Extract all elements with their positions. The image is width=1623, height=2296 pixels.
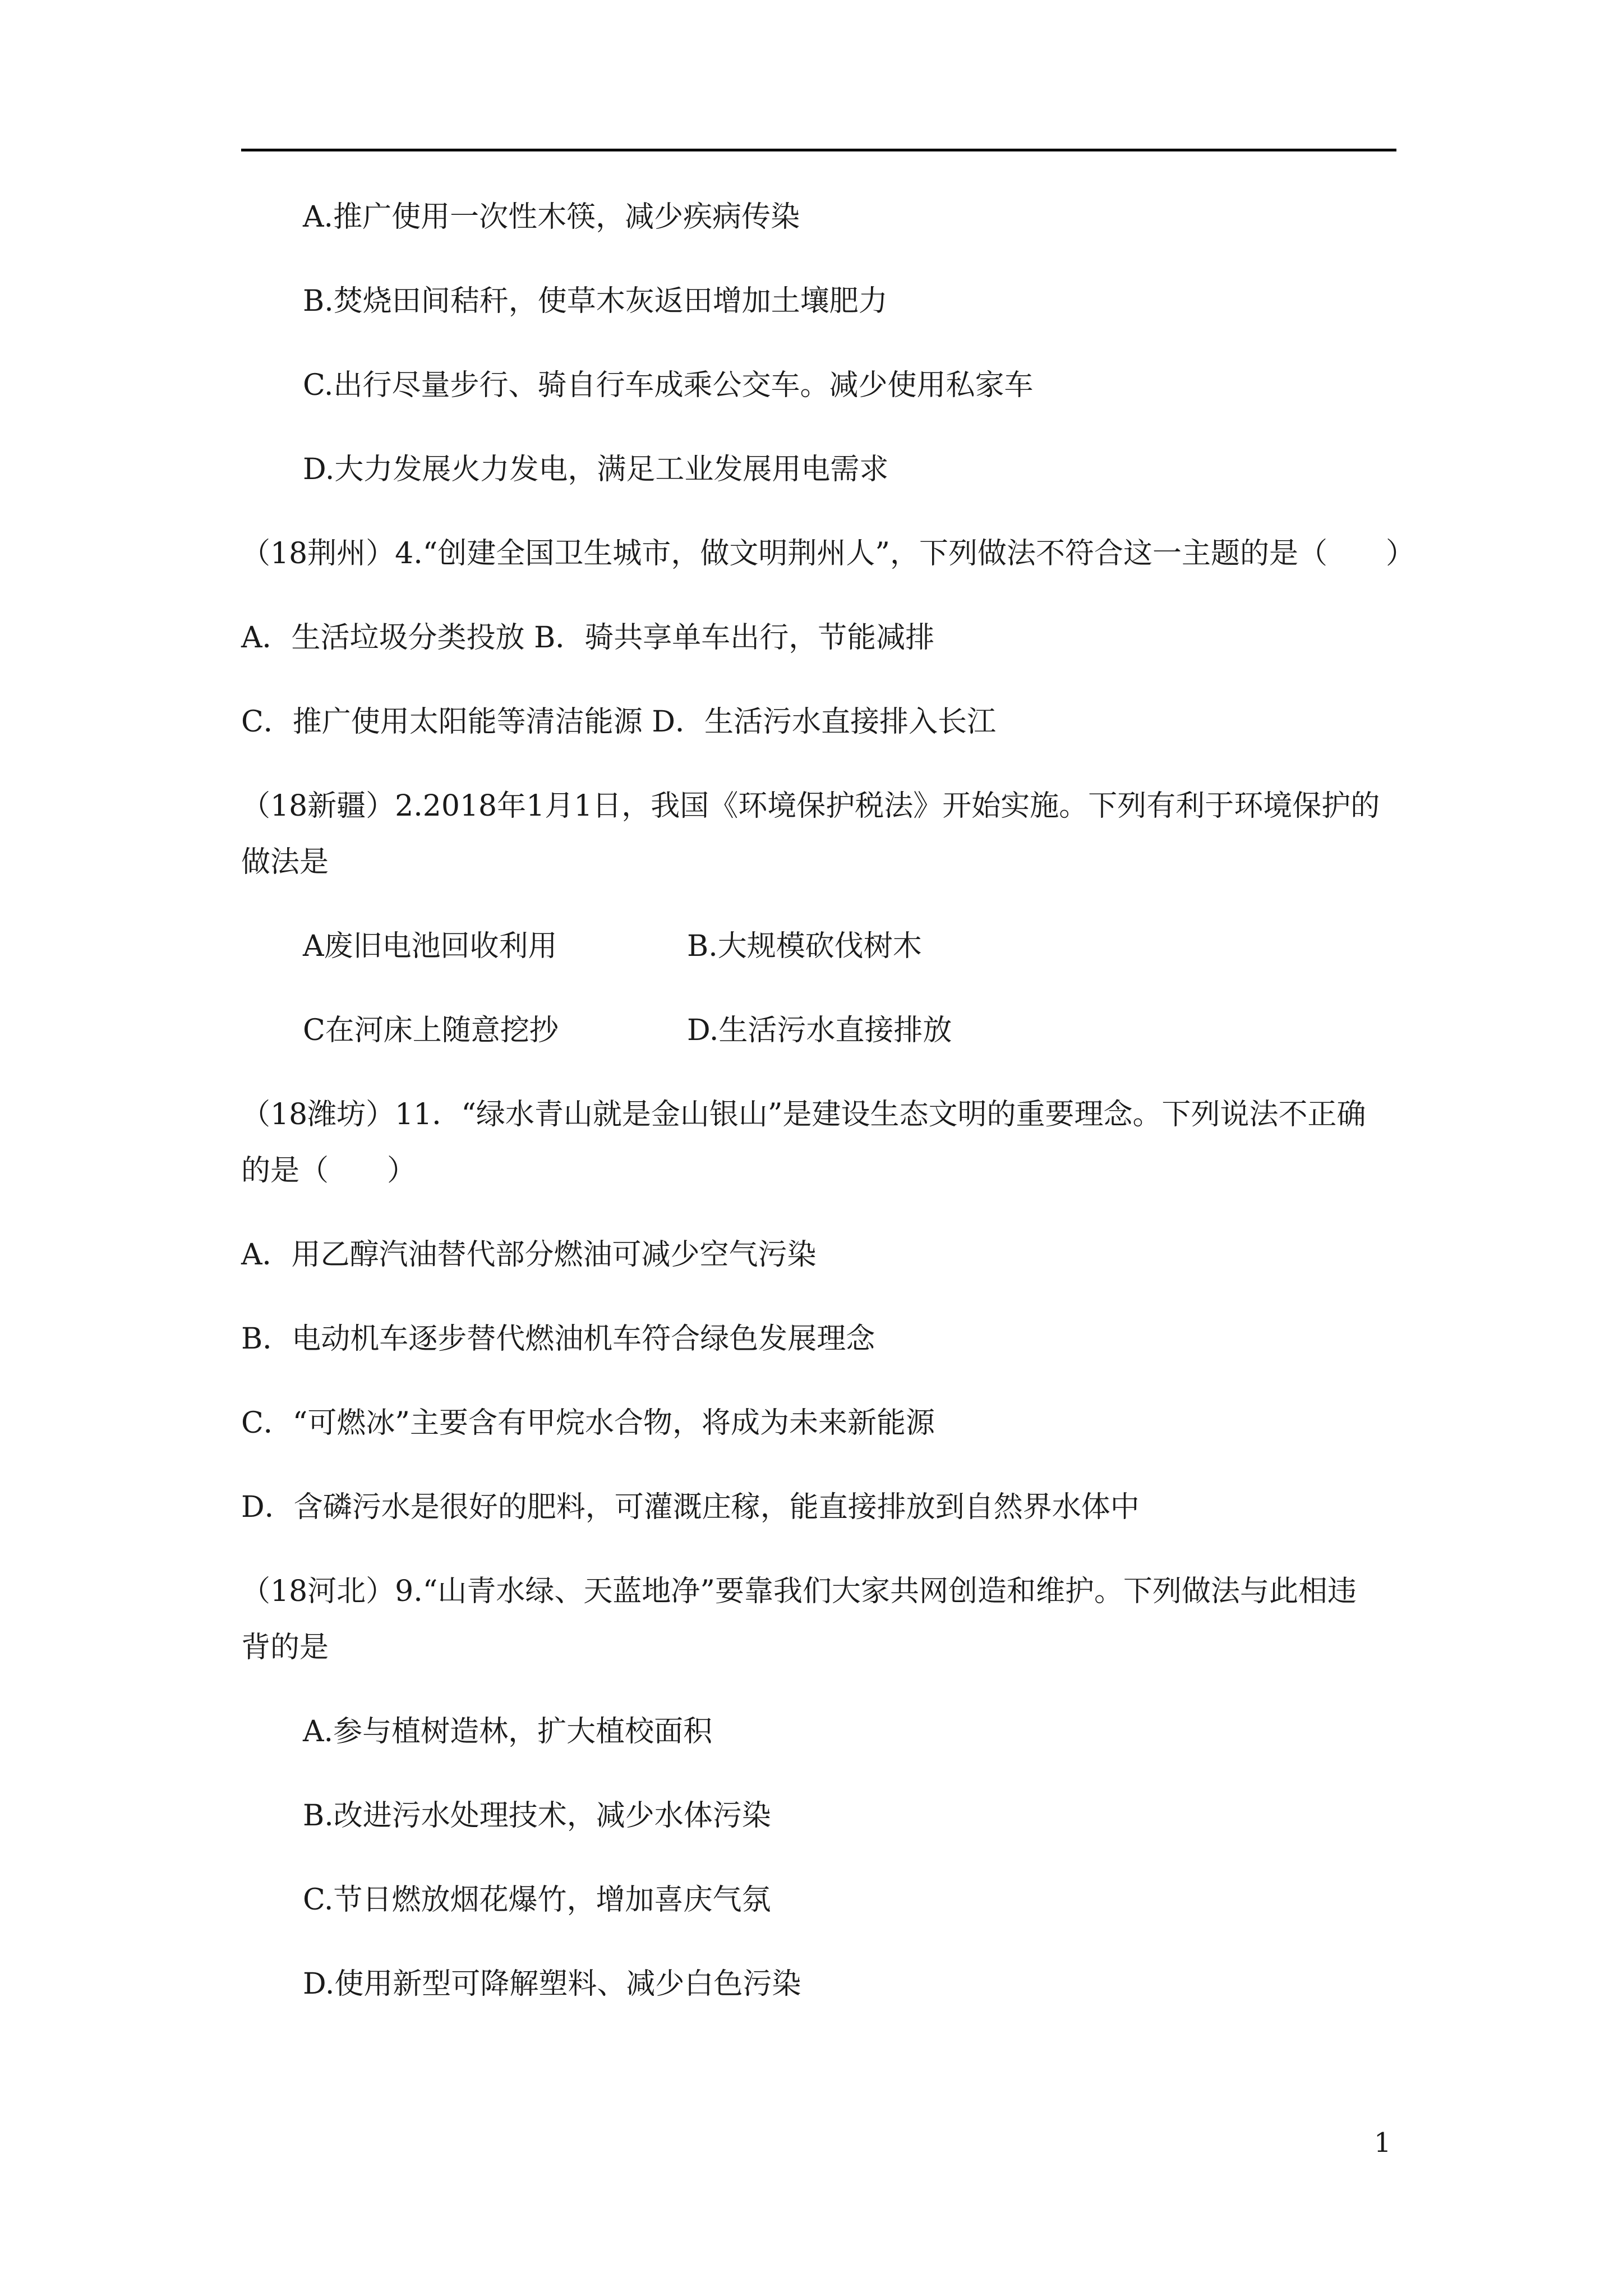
option-d-weifang: D．含磷污水是很好的肥料，可灌溉庄稼，能直接排放到自然界水体中 [241, 1490, 1140, 1524]
option-b-hebei: B.改进污水处理技术，减少水体污染 [303, 1799, 771, 1833]
question-stem-hebei-cont: 背的是 [241, 1631, 329, 1664]
option-c-hebei: C.节日燃放烟花爆竹，增加喜庆气氛 [303, 1883, 771, 1917]
option-d-hebei: D.使用新型可降解塑料、减少白色污染 [303, 1967, 801, 2001]
question-stem-weifang: （18潍坊）11．“绿水青山就是金山银山”是建设生态文明的重要理念。下列说法不正确 [241, 1098, 1366, 1131]
question-stem-weifang-cont: 的是（ ） [241, 1154, 417, 1188]
question-stem-xinjiang-cont: 做法是 [241, 845, 329, 879]
option-b-xinjiang: B.大规模砍伐树木 [687, 930, 922, 963]
option-c: C.出行尽量步行、骑自行车成乘公交车。减少使用私家车 [303, 369, 1034, 402]
option-d: D.大力发展火力发电，满足工业发展用电需求 [303, 453, 889, 486]
question-stem-jingzhou: （18荆州）4.“创建全国卫生城市，做文明荆州人”，下列做法不符合这一主题的是（ ） [241, 537, 1415, 570]
options-row-jingzhou-2: C．推广使用太阳能等清洁能源 D．生活污水直接排入长江 [241, 705, 997, 739]
options-row-jingzhou-1: A．生活垃圾分类投放 B．骑共享单车出行，节能减排 [241, 621, 935, 655]
question-stem-hebei: （18河北）9.“山青水绿、天蓝地净”要靠我们大家共网创造和维护。下列做法与此相违 [241, 1575, 1357, 1608]
option-c-weifang: C．“可燃冰”主要含有甲烷水合物，将成为未来新能源 [241, 1406, 935, 1440]
option-b-weifang: B．电动机车逐步替代燃油机车符合绿色发展理念 [241, 1322, 875, 1356]
option-a-weifang: A．用乙醇汽油替代部分燃油可减少空气污染 [241, 1238, 817, 1272]
option-c-xinjiang: C在河床上随意挖抄 [303, 1014, 559, 1047]
header-rule [241, 149, 1396, 151]
question-stem-xinjiang: （18新疆）2.2018年1月1日，我国《环境保护税法》开始实施。下列有利于环境保护的 [241, 789, 1380, 823]
option-d-xinjiang: D.生活污水直接排放 [687, 1014, 952, 1047]
option-a-hebei: A.参与植树造林，扩大植校面积 [303, 1715, 713, 1749]
option-a: A.推广使用一次性木筷，减少疾病传染 [303, 200, 800, 234]
option-a-xinjiang: A废旧电池回收利用 [303, 930, 557, 963]
option-b: B.焚烧田间秸秆，使草木灰返田增加土壤肥力 [303, 284, 888, 318]
page-number: 1 [1374, 2127, 1391, 2159]
